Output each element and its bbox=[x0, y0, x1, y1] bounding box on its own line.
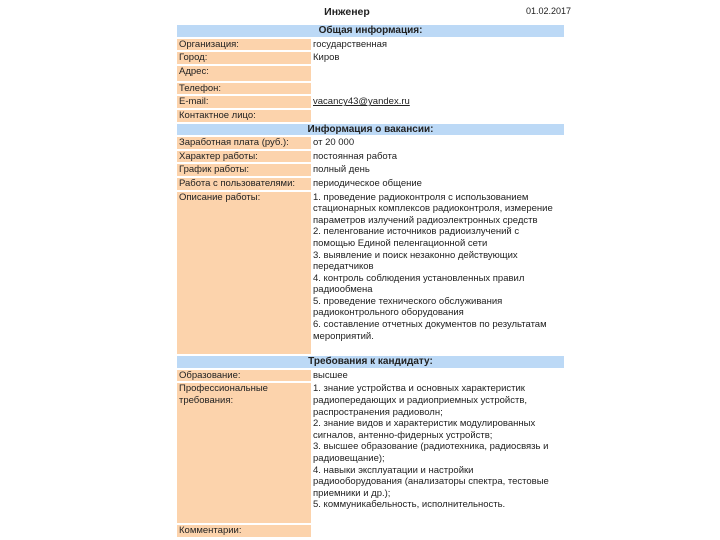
field-label: Работа с пользователями: bbox=[177, 178, 311, 190]
table-row bbox=[177, 370, 564, 382]
field-label: E-mail: bbox=[177, 96, 311, 108]
section-header: Информация о вакансии: bbox=[177, 124, 564, 136]
section-header-row bbox=[177, 25, 564, 37]
field-label: Характер работы: bbox=[177, 151, 311, 163]
field-label: Образование: bbox=[177, 370, 311, 382]
field-value bbox=[311, 96, 564, 108]
table-row bbox=[177, 96, 564, 108]
field-value: 1. знание устройства и основных характеристик радиопередающих и радиоприемных устройств, распространения радиоволн; 2. знание видов и характеристик модулированных сигналов, антенно-фидерных устройств; 3. высшее образование (радиотехника, радиосвязь и радиовещание); 4. навыки эксплуатации и настройки радиооборудования (анализаторы спектра, тестовые приемники и др.); 5. коммуникабельность, исполнительность. bbox=[311, 383, 564, 523]
field-label: График работы: bbox=[177, 164, 311, 176]
table-row bbox=[177, 192, 564, 355]
vacancy-table bbox=[177, 23, 564, 539]
email-link[interactable]: vacancy43@yandex.ru bbox=[313, 96, 410, 108]
table-row bbox=[177, 525, 564, 537]
field-label: Заработная плата (руб.): bbox=[177, 137, 311, 149]
field-label: Город: bbox=[177, 52, 311, 64]
table-row bbox=[177, 164, 564, 176]
field-value: государственная bbox=[311, 39, 564, 51]
field-label: Описание работы: bbox=[177, 192, 311, 355]
section-header: Общая информация: bbox=[177, 25, 564, 37]
table-row bbox=[177, 137, 564, 149]
field-label: Адрес: bbox=[177, 66, 311, 81]
field-value: периодическое общение bbox=[311, 178, 564, 190]
table-row bbox=[177, 151, 564, 163]
table-row bbox=[177, 383, 564, 523]
page-title: Инженер bbox=[324, 6, 370, 18]
field-value bbox=[311, 66, 564, 81]
table-row bbox=[177, 110, 564, 122]
field-label: Телефон: bbox=[177, 83, 311, 95]
field-value bbox=[311, 83, 564, 95]
field-value: 1. проведение радиоконтроля с использованием стационарных комплексов радиоконтроля, измерение параметров излучений радиоэлектронных средств 2. пеленгование источников радиоизлучений с помощью Единой пеленгационной сети 3. выявление и поиск незаконно действующих передатчиков 4. контроль соблюдения установленных правил радиообмена 5. проведение технического обслуживания радиоконтрольного оборудования 6. составление отчетных документов по результатам мероприятий. bbox=[311, 192, 564, 355]
section-header: Требования к кандидату: bbox=[177, 356, 564, 368]
section-header-row bbox=[177, 356, 564, 368]
field-label: Контактное лицо: bbox=[177, 110, 311, 122]
table-row bbox=[177, 83, 564, 95]
table-row bbox=[177, 52, 564, 64]
field-value: Киров bbox=[311, 52, 564, 64]
field-value: высшее bbox=[311, 370, 564, 382]
table-row bbox=[177, 66, 564, 81]
field-label: Комментарии: bbox=[177, 525, 311, 537]
table-row bbox=[177, 178, 564, 190]
field-label: Профессиональные требования: bbox=[177, 383, 311, 523]
table-row bbox=[177, 39, 564, 51]
section-header-row bbox=[177, 124, 564, 136]
field-value: полный день bbox=[311, 164, 564, 176]
field-value bbox=[311, 525, 564, 537]
field-value: от 20 000 bbox=[311, 137, 564, 149]
field-label: Организация: bbox=[177, 39, 311, 51]
date: 01.02.2017 bbox=[526, 6, 572, 16]
field-value bbox=[311, 110, 564, 122]
field-value: постоянная работа bbox=[311, 151, 564, 163]
